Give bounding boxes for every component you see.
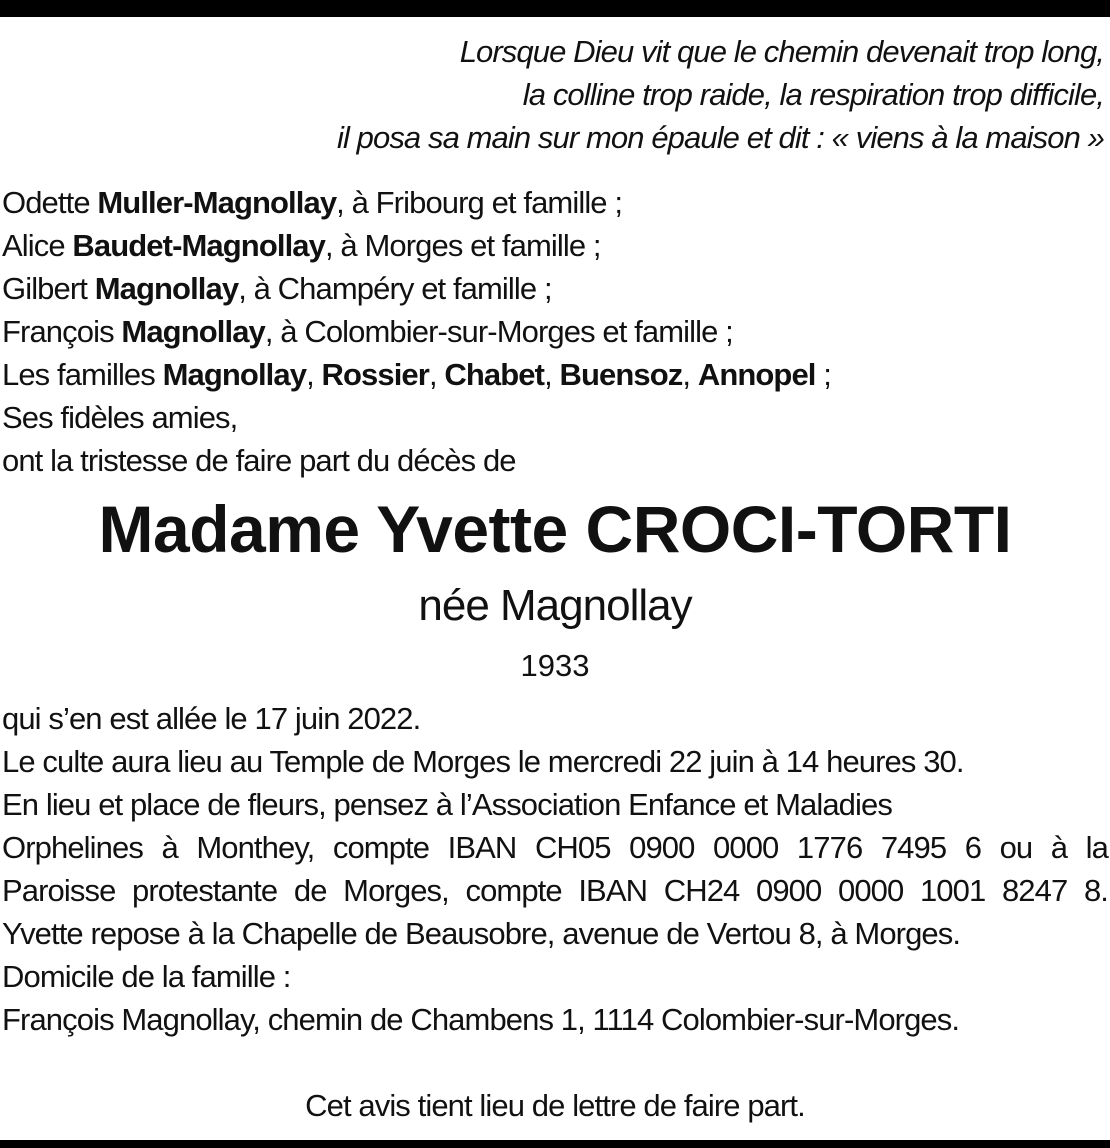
family-address: François Magnollay, chemin de Chambens 1, 1114 Colombier-sur-Morges. bbox=[2, 1002, 960, 1037]
mourner-line bbox=[2, 181, 1102, 224]
mourner-first-name: Gilbert bbox=[2, 271, 95, 306]
separator: , bbox=[682, 357, 698, 392]
families-end: ; bbox=[815, 357, 831, 392]
birth-year: 1933 bbox=[520, 648, 590, 683]
donation-line: Orphelines à Monthey, compte IBAN CH05 0900 0000 1776 7495 6 ou à la bbox=[2, 830, 1108, 865]
mourners-list bbox=[2, 181, 1102, 482]
family-name: Rossier bbox=[321, 357, 429, 392]
donation-line: Paroisse protestante de Morges, compte IBAN CH24 0900 0000 1001 8247 8. bbox=[2, 873, 1108, 908]
service-line: Le culte aura lieu au Temple de Morges le mercredi 22 juin à 14 heures 30. bbox=[2, 744, 964, 779]
maiden-name: née Magnollay bbox=[418, 581, 692, 630]
epigraph-quote bbox=[14, 30, 1104, 159]
death-date-line: qui s’en est allée le 17 juin 2022. bbox=[2, 701, 421, 736]
funeral-details bbox=[2, 697, 1108, 1041]
epigraph-line: la colline trop raide, la respiration trop difficile, bbox=[522, 77, 1104, 112]
mourner-location: , à Morges et famille ; bbox=[324, 228, 601, 263]
epigraph-line: il posa sa main sur mon épaule et dit : « viens à la maison » bbox=[336, 120, 1104, 155]
family-name: Buensoz bbox=[559, 357, 683, 392]
closing-note: Cet avis tient lieu de lettre de faire part. bbox=[305, 1088, 805, 1123]
bottom-border bbox=[0, 1140, 1110, 1148]
mourner-first-name: Alice bbox=[2, 228, 73, 263]
separator: , bbox=[544, 357, 560, 392]
top-border bbox=[0, 0, 1110, 17]
mourner-line bbox=[2, 310, 1102, 353]
families-prefix: Les familles bbox=[2, 357, 163, 392]
announcement-line: ont la tristesse de faire part du décès de bbox=[2, 443, 516, 478]
donation-line: En lieu et place de fleurs, pensez à l’Association Enfance et Maladies bbox=[2, 787, 892, 822]
epigraph-line: Lorsque Dieu vit que le chemin devenait trop long, bbox=[459, 34, 1104, 69]
mourner-line bbox=[2, 224, 1102, 267]
mourner-first-name: François bbox=[2, 314, 122, 349]
deceased-name: Madame Yvette CROCI-TORTI bbox=[98, 492, 1012, 566]
family-name: Magnollay bbox=[162, 357, 307, 392]
family-name: Annopel bbox=[697, 357, 816, 392]
mourner-location: , à Fribourg et famille ; bbox=[336, 185, 623, 220]
chapel-line: Yvette repose à la Chapelle de Beausobre, avenue de Vertou 8, à Morges. bbox=[2, 916, 961, 951]
mourner-surname: Baudet-Magnollay bbox=[72, 228, 325, 263]
separator: , bbox=[428, 357, 445, 392]
separator: , bbox=[306, 357, 322, 392]
mourner-line bbox=[2, 267, 1102, 310]
mourner-first-name: Odette bbox=[2, 185, 98, 220]
mourner-location: , à Colombier-sur-Morges et famille ; bbox=[264, 314, 733, 349]
families-line bbox=[2, 353, 1102, 396]
mourner-location: , à Champéry et famille ; bbox=[238, 271, 552, 306]
mourner-surname: Magnollay bbox=[121, 314, 265, 349]
friends-line: Ses fidèles amies, bbox=[2, 400, 238, 435]
mourner-surname: Muller-Magnollay bbox=[97, 185, 337, 220]
family-name: Chabet bbox=[444, 357, 545, 392]
mourner-surname: Magnollay bbox=[94, 271, 239, 306]
family-address-label: Domicile de la famille : bbox=[2, 959, 291, 994]
